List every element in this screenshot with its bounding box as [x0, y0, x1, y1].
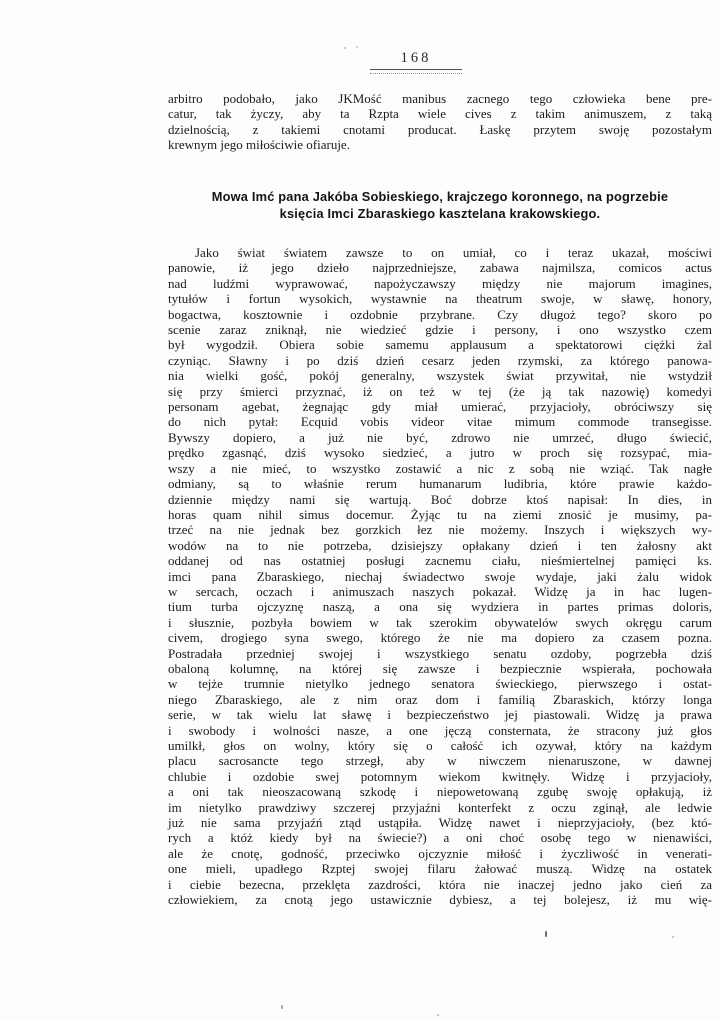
text-line: placu sacrosancte tego strzegł, aby w niwczem nienaruszone, w dawnej [168, 753, 712, 769]
speech-heading [140, 188, 720, 222]
text-line: civem, drogiego syna swego, którego że nie ma dopiero za czasem pozna. [168, 630, 712, 646]
text-line: obaloną kolumnę, na której się zawsze i bezpiecznie wspierała, pochowała [168, 660, 712, 676]
text-line: bogactwa, kosztownie i ozdobnie przybrane. Czy długoż tego? skoro po [168, 306, 712, 322]
text-line: Postradała przedniej swojej i wszystkiego senatu ozdoby, pogrzebła dziś [168, 645, 712, 661]
text-line: krewnym jego miłościwie ofiaruje. [168, 137, 350, 153]
text-line: trzeć na nie jednak bez gorzkich łez nie możemy. Inszych i większych wy- [168, 522, 712, 538]
speech-body-paragraph [168, 245, 712, 907]
scan-speck [356, 46, 358, 48]
text-line: arbitro podobało, jako JKMość manibus zacnego tego człowieka bene pre- [168, 91, 712, 106]
text-line: one mieli, upadłego Rzptej swojej filaru żałować muszą. Widzę na ostatek [168, 861, 712, 877]
text-line: tium turba ojczyznę naszą, a ona się wydziera in partes primas doloris, [168, 599, 712, 615]
page-number-block [370, 49, 462, 74]
text-line: nia wielki gość, pokój generalny, wszystek świat przywitał, nie wstydził [168, 368, 712, 384]
page-number: 168 [400, 50, 432, 66]
text-line: prędko zgasnąć, dziś wysoko siedzieć, a jutro w proch się rozsypać, mia- [168, 445, 712, 461]
text-line: i słusznie, pozbyła bowiem w tak szerokim obywatelów swych okręgu carum [168, 614, 712, 630]
text-line: imci pana Zbaraskiego, niechaj świadectwo swoje wydaje, jaki żalu widok [168, 568, 712, 584]
text-line: catur, tak życzy, aby ta Rzpta wiele cives z takim animuszem, z taką [168, 106, 712, 122]
text-line: umilkł, głos on wolny, który się o całość ich ozywał, który na każdym [168, 738, 712, 753]
scan-speck [344, 47, 346, 49]
scan-speck [545, 931, 547, 937]
text-line: a oni tak nieoszacowaną szkodę i niepowetowaną zgubę swoję opłakują, iż [168, 784, 712, 800]
text-line: Mowa Imć pana Jakóba Sobieskiego, krajczego koronnego, na pogrzebie [211, 189, 669, 204]
text-line: ale że cnotę, godność, przeciwko ojczyznie miłość i życzliwość in venerati- [168, 845, 712, 861]
text-line: niego Zbaraskiego, ale z nim oraz dom i familią Zbaraskich, którzy longa [168, 691, 712, 707]
text-line: horas quam nihil simus docemur. Żyjąc tu na ziemi znosić je musimy, pa- [168, 506, 712, 522]
text-line: im nietylko prawdziwy szczerej przyjaźni konterfekt z oczu zginął, ale ledwie [168, 799, 712, 815]
text-line: w sercach, oczach i animuszach naszych pokazał. Widzę ja in hac lugen- [168, 583, 712, 599]
text-line: już nie sama przyjaźń ztąd ustąpiła. Widzę nawet i nieprzyjacioły, (bez któ- [168, 815, 712, 831]
text-line: Bywszy dopiero, a już nie być, zdrowo nie umrzeć, długo świecić, [168, 429, 712, 445]
text-line: człowiekiem, za cnotą jego ustawicznie dybiesz, a tej bolejesz, iż mu wię- [168, 892, 712, 908]
intro-paragraph [168, 91, 712, 153]
text-line: wszy a nie mieć, to wszystko zostawić a nic z sobą nie wziąć. Tak nagłe [168, 460, 712, 476]
text-line: chlubie i ozdobie swej potomnym wiekom kwitnęły. Widzę i przyjacioły, [168, 768, 712, 784]
text-line: oddanej od nas ostatniej posługi zacnemu ciału, nieśmiertelnej pamięci ks. [168, 553, 712, 569]
text-line: dziennie między nami się wartują. Boć dobrze ktoś napisał: In dies, in [168, 491, 712, 507]
text-line: Jako świat światem zawsze to on umiał, co i teraz ukazał, mościwi [195, 245, 712, 260]
text-line: do nich pytał: Ecquid vobis videor vitae mimum commode transegisse. [168, 414, 712, 430]
text-line: personam agebat, żegnając gdy miał umierać, przyjacioły, obróciwszy się [168, 399, 712, 415]
text-line: i ciebie bezecna, przeklęta zazdrości, która nie inaczej jedno jako cień za [168, 876, 712, 892]
text-line: był wygodził. Obiera sobie samemu applausum a spektatorowi ciężki żal [168, 337, 712, 353]
text-line: rych a któż kiedy był na świecie?) a oni choć osobę tego w nienawiści, [168, 830, 712, 846]
text-line: panowie, iż jego dzieło najprzedniejsze, zabawa najmilsza, comicos actus [168, 260, 712, 276]
text-line: wodów na to nie potrzeba, dzisiejszy opłakany dzień i ten żałosny akt [168, 537, 712, 553]
text-line: nad ludźmi wyprawować, napożyczawszy między nie majorum imagines, [168, 275, 712, 291]
scan-speck [672, 936, 674, 938]
text-line: czyniąc. Sławny i po dziś dzień cesarz jeden rzymski, za którego panowa- [168, 352, 712, 368]
text-line: serie, w tak wielu lat sławę i bezpieczeństwo jej piastowali. Widzę ja prawa [168, 707, 712, 723]
text-line: księcia Imci Zbaraskiego kasztelana krakowskiego. [279, 206, 601, 222]
text-line: się przy śmierci przyznać, iż on też w tej (że ją tak nazowię) komedyi [168, 383, 712, 399]
page-number-rule [370, 69, 462, 74]
scan-speck [281, 1005, 283, 1009]
text-line: odmiany, są to właśnie rerum humanarum ludibria, które prawie każdo- [168, 476, 712, 492]
text-line: w tejże trumnie nietylko jednego senatora świeckiego, pierwszego i ostat- [168, 676, 712, 692]
text-line: scenie zaraz zniknął, nie wiedzieć gdzie i persony, i ono wszystko czem [168, 322, 712, 338]
text-line: tytułów i fortun wysokich, wystawnie na theatrum swoje, w sławę, honory, [168, 291, 712, 307]
scan-speck [437, 1014, 439, 1016]
text-line: i swobody i wolności nasze, a one jęczą consternata, że stracony już głos [168, 722, 712, 738]
text-line: dzielnością, z takiemi cnotami producat. Łaskę przytem swoję pozostałym [168, 121, 712, 137]
